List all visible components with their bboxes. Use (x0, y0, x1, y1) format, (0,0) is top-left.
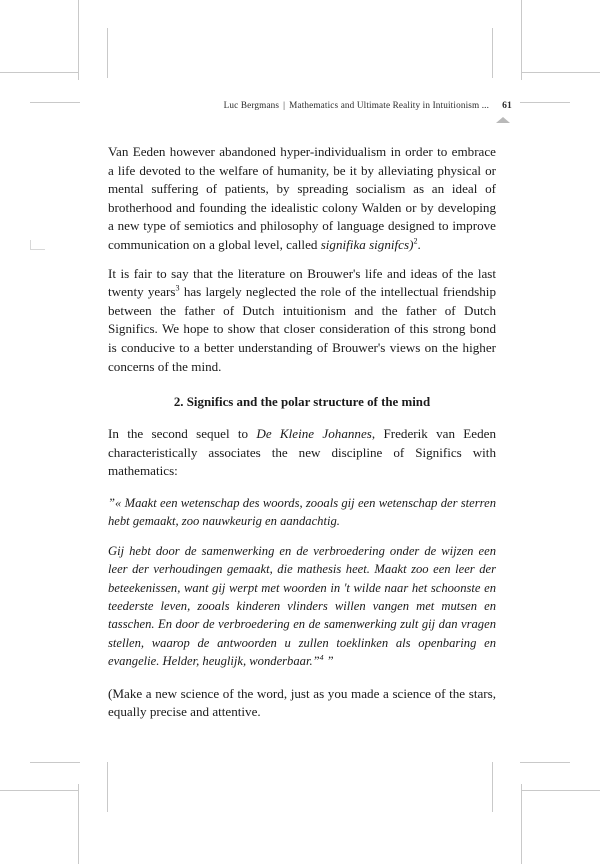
footnote-marker-4: 4 (319, 652, 324, 662)
crop-mark-top-left-vertical (78, 0, 79, 80)
quote-2-closing-quote: ” (323, 654, 334, 669)
paragraph-2-part-1: It is fair to say that the literature on Brouwer's life and ideas of the last twenty years (108, 265, 496, 300)
running-head-title: Mathematics and Ultimate Reality in Intuitionism ... (289, 100, 490, 110)
paragraph-van-eeden (108, 143, 496, 255)
crop-mark-bottom-right-vertical (521, 784, 522, 864)
paragraph-literature (108, 265, 496, 377)
crop-mark-top-left-vertical-inner (107, 28, 108, 78)
running-head (108, 100, 512, 111)
crop-mark-bottom-left-vertical-inner (107, 762, 108, 812)
crop-mark-top-right-vertical-inner (492, 28, 493, 78)
section-heading: 2. Significs and the polar structure of the mind (173, 395, 431, 410)
footnote-marker-3: 3 (175, 283, 180, 293)
paragraph-translation: (Make a new science of the word, just as you made a science of the stars, equally precise and attentive. (108, 685, 496, 720)
triangle-up-icon (496, 117, 510, 123)
crop-mark-bottom-right-vertical-inner (492, 762, 493, 812)
crop-mark-top-left-horizontal-inner (30, 102, 80, 103)
quote-2-text: Gij hebt door de samenwerking en de verbroedering onder de wijzen een leer der verhoudingen gemaakt, die mathesis heet. Maakt zoo een leer der beteekenissen, want gij werpt met woorden in 't wilde naar het schoonste en teederste leven, zooals kinderen vlinders willen vangen met mutsen en tasschen. En door de verbroedering en de samenwerking zult gij dan vragen stellen, waarop de antwoorden u zullen toeklinken als openbaring en evangelie. Helder, heuglijk, wonderbaar.” (108, 543, 496, 669)
crop-mark-top-left-horizontal (0, 72, 78, 73)
paragraph-1-text: Van Eeden however abandoned hyper-individualism in order to embrace a life devoted to the welfare of humanity, be it by alleviating physical or mental suffering of patients, by spreading socialism as an ideal of brotherhood and founding the idealistic colony Walden or by developing a new type of semiotics and philosophy of language designed to improve communication on a global level, called (108, 144, 496, 252)
crop-mark-bottom-right-horizontal (522, 790, 600, 791)
paragraph-3-part-1: In the second sequel to (108, 426, 257, 442)
paragraph-second-sequel (108, 425, 496, 481)
paragraph-2-part-2: has largely neglected the role of the intellectual friendship between the father of Dutch intuitionism and the father of Dutch Significs. We hope to show that closer consideration of this strong bond is conducive to a better understanding of Brouwer's views on the higher concerns of the mind. (108, 284, 496, 374)
paragraph-3-part-2: , Frederik van Eeden characteristically associates the new discipline of Significs with mathematics: (108, 426, 497, 479)
page-content (108, 143, 496, 732)
crop-mark-bottom-left-horizontal-inner (30, 762, 80, 763)
crop-mark-bottom-left-horizontal (0, 790, 78, 791)
paragraph-1-italic-term: signifika signifcs) (320, 236, 414, 252)
blockquote-line-1: ”« Maakt een wetenschap des woords, zooals gij een wetenschap der sterren hebt gemaakt, zoo nauwkeurig en aandachtig. (108, 495, 496, 529)
page-number: 61 (502, 100, 512, 111)
side-registration-mark (30, 240, 45, 250)
paragraph-1-text-after: . (417, 236, 421, 252)
crop-mark-bottom-right-horizontal-inner (520, 762, 570, 763)
crop-mark-top-right-horizontal (522, 72, 600, 73)
running-head-separator: | (283, 100, 286, 110)
crop-mark-top-right-vertical (521, 0, 522, 80)
crop-mark-bottom-left-vertical (78, 784, 79, 864)
blockquote-line-2 (108, 542, 496, 671)
running-head-author: Luc Bergmans (223, 100, 280, 110)
paragraph-3-italic-title: De Kleine Johannes (256, 426, 372, 442)
footnote-marker-2: 2 (413, 236, 418, 246)
crop-mark-top-right-horizontal-inner (520, 102, 570, 103)
